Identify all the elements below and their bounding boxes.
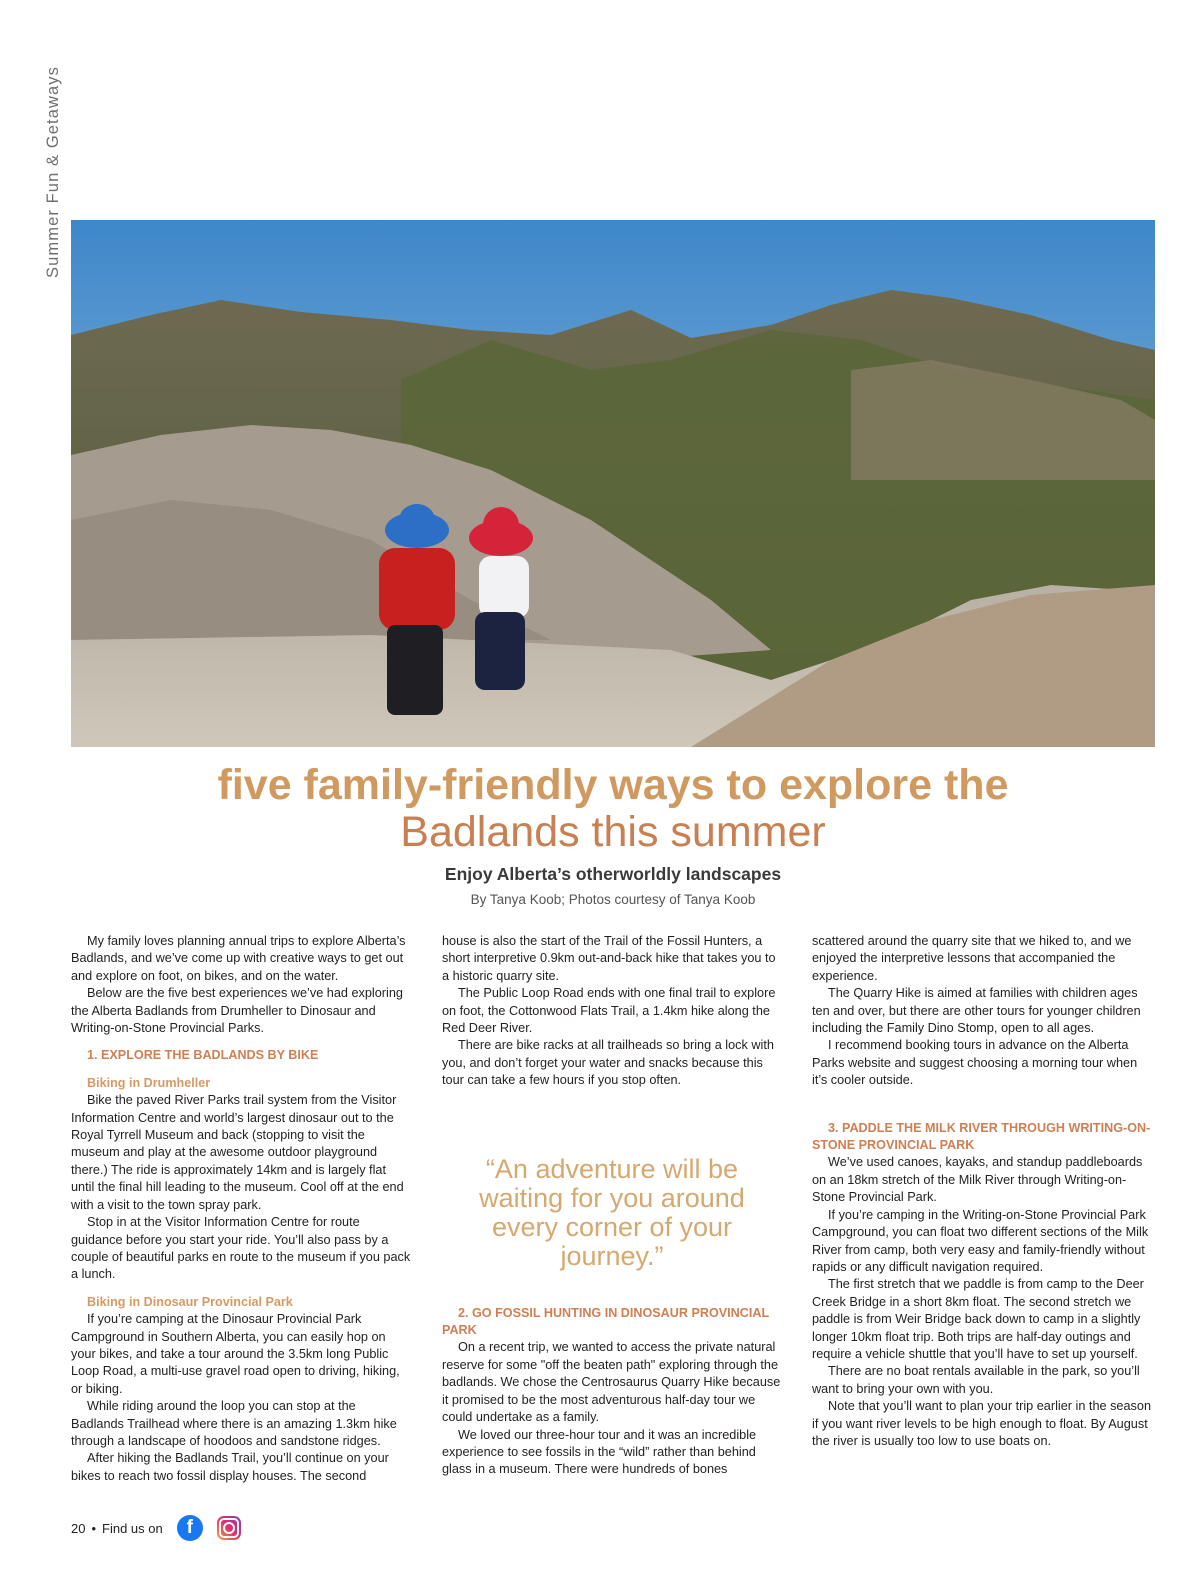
paragraph: There are bike racks at all trailheads so bring a lock with you, and don’t forget your water and snacks because this tour can take a few hours if you stop often. [442,1038,774,1088]
pull-quote: “An adventure will be waiting for you around every corner of your journey.” [479,1154,745,1271]
page-number: 20 [71,1520,86,1536]
subheading-biking-drumheller: Biking in Drumheller [87,1075,211,1090]
hero-photo [71,220,1155,747]
headline-line-2: Badlands this summer [400,808,826,856]
paragraph: If you’re camping in the Writing-on-Stone Provincial Park Campground, you can float two different sections of the Milk River from camp, both very easy and family-friendly without rapids or any difficult navigation required. [812,1207,1149,1274]
article-headline [90,762,1136,856]
paragraph: Below are the five best experiences we’ve had exploring the Alberta Badlands from Drumheller to Dinosaur and Writing-on-Stone Provincial Parks. [71,986,403,1036]
find-us-label: Find us on [102,1520,163,1536]
paragraph: Note that you’ll want to plan your trip earlier in the season if you want river levels to be high enough to float. By August the river is usually too low to use boats on. [812,1399,1152,1448]
paragraph: house is also the start of the Trail of the Fossil Hunters, a short interpretive 0.9km out-and-back hike that takes you to a historic quarry site. [442,934,776,983]
paragraph: If you’re camping at the Dinosaur Provincial Park Campground in Southern Alberta, you can easily hop on your bikes, and take a tour around the 3.5km long Public Loop Road, a multi-use gravel road open to driving, hiking, or biking. [71,1312,400,1396]
text-column-1 [71,933,411,1485]
instagram-icon[interactable] [217,1516,241,1540]
paragraph: Stop in at the Visitor Information Centre for route guidance before you start your ride. You’ll also pass by a couple of beautiful parks en route to the museum if you pack a lunch. [71,1215,411,1282]
subheading-biking-dinosaur-park: Biking in Dinosaur Provincial Park [87,1294,293,1309]
paragraph: Bike the paved River Parks trail system from the Visitor Information Centre and world’s largest dinosaur out to the Royal Tyrrell Museum and back (stopping to visit the museum and play at the awesome outdoor playground there.) The ride is approximately 14km and is largely flat until the final hill leading to the museum. Cool off at the end with a visit to the town spray park. [71,1093,404,1212]
facebook-glyph: f [186,1517,193,1538]
paragraph: On a recent trip, we wanted to access the private natural reserve for some "off the beaten path" exploring through the badlands. We chose the Centrosaurus Quarry Hike because it promised to be the most adventurous half-day tour we could undertake as a family. [442,1340,781,1425]
section-heading-3: 3. PADDLE THE MILK RIVER THROUGH WRITING-ON-STONE PROVINCIAL PARK [812,1120,1151,1153]
text-column-3 [812,933,1152,1450]
article-byline: By Tanya Koob; Photos courtesy of Tanya Koob [470,892,756,907]
headline-line-1: five family-friendly ways to explore the [217,761,1009,809]
paragraph: The Quarry Hike is aimed at families with children ages ten and over, but there are other tours for younger children including the Family Dino Stomp, open to all ages. [812,986,1141,1036]
section-side-label: Summer Fun & Getaways [44,66,62,278]
paragraph: scattered around the quarry site that we hiked to, and we enjoyed the interpretive lessons that accompanied the experience. [812,934,1132,983]
section-heading-2: 2. GO FOSSIL HUNTING IN DINOSAUR PROVINCIAL PARK [442,1305,769,1338]
paragraph: My family loves planning annual trips to explore Alberta’s Badlands, and we’ve come up with creative ways to get out and explore on foot, on bikes, and on the water. [71,934,406,983]
paragraph: There are no boat rentals available in the park, so you’ll want to bring your own with you. [812,1364,1140,1396]
paragraph: We loved our three-hour tour and it was an incredible experience to see fossils in the “wild” rather than behind glass in a museum. There were hundreds of bones [442,1427,757,1477]
section-heading-1: 1. EXPLORE THE BADLANDS BY BIKE [87,1048,319,1063]
paragraph: After hiking the Badlands Trail, you’ll continue on your bikes to reach two fossil display houses. The second [71,1451,389,1483]
page-footer [71,1513,241,1543]
facebook-icon[interactable] [177,1515,203,1541]
article-subtitle: Enjoy Alberta’s otherworldly landscapes [444,864,782,884]
paragraph: I recommend booking tours in advance on the Alberta Parks website and suggest choosing a morning tour when it’s cooler outside. [812,1038,1138,1088]
paragraph: The Public Loop Road ends with one final trail to explore on foot, the Cottonwood Flats Trail, a 1.4km hike along the Red Deer River. [442,986,776,1036]
badlands-photo-icon [71,220,1155,747]
paragraph: We’ve used canoes, kayaks, and standup paddleboards on an 18km stretch of the Milk River through Writing-on-Stone Provincial Park. [812,1155,1143,1205]
paragraph: While riding around the loop you can stop at the Badlands Trailhead where there is an amazing 1.3km hike through a landscape of hoodoos and sandstone ridges. [71,1399,397,1448]
paragraph: The first stretch that we paddle is from camp to the Deer Creek Bridge in a short 8km float. The second stretch we paddle is from Weir Bridge back down to camp in a slightly longer 10km float trip. Both trips are half-day outings and require a vehicle shuttle that you’ll have to set up yourself. [812,1277,1144,1361]
footer-bullet: • [91,1520,97,1536]
